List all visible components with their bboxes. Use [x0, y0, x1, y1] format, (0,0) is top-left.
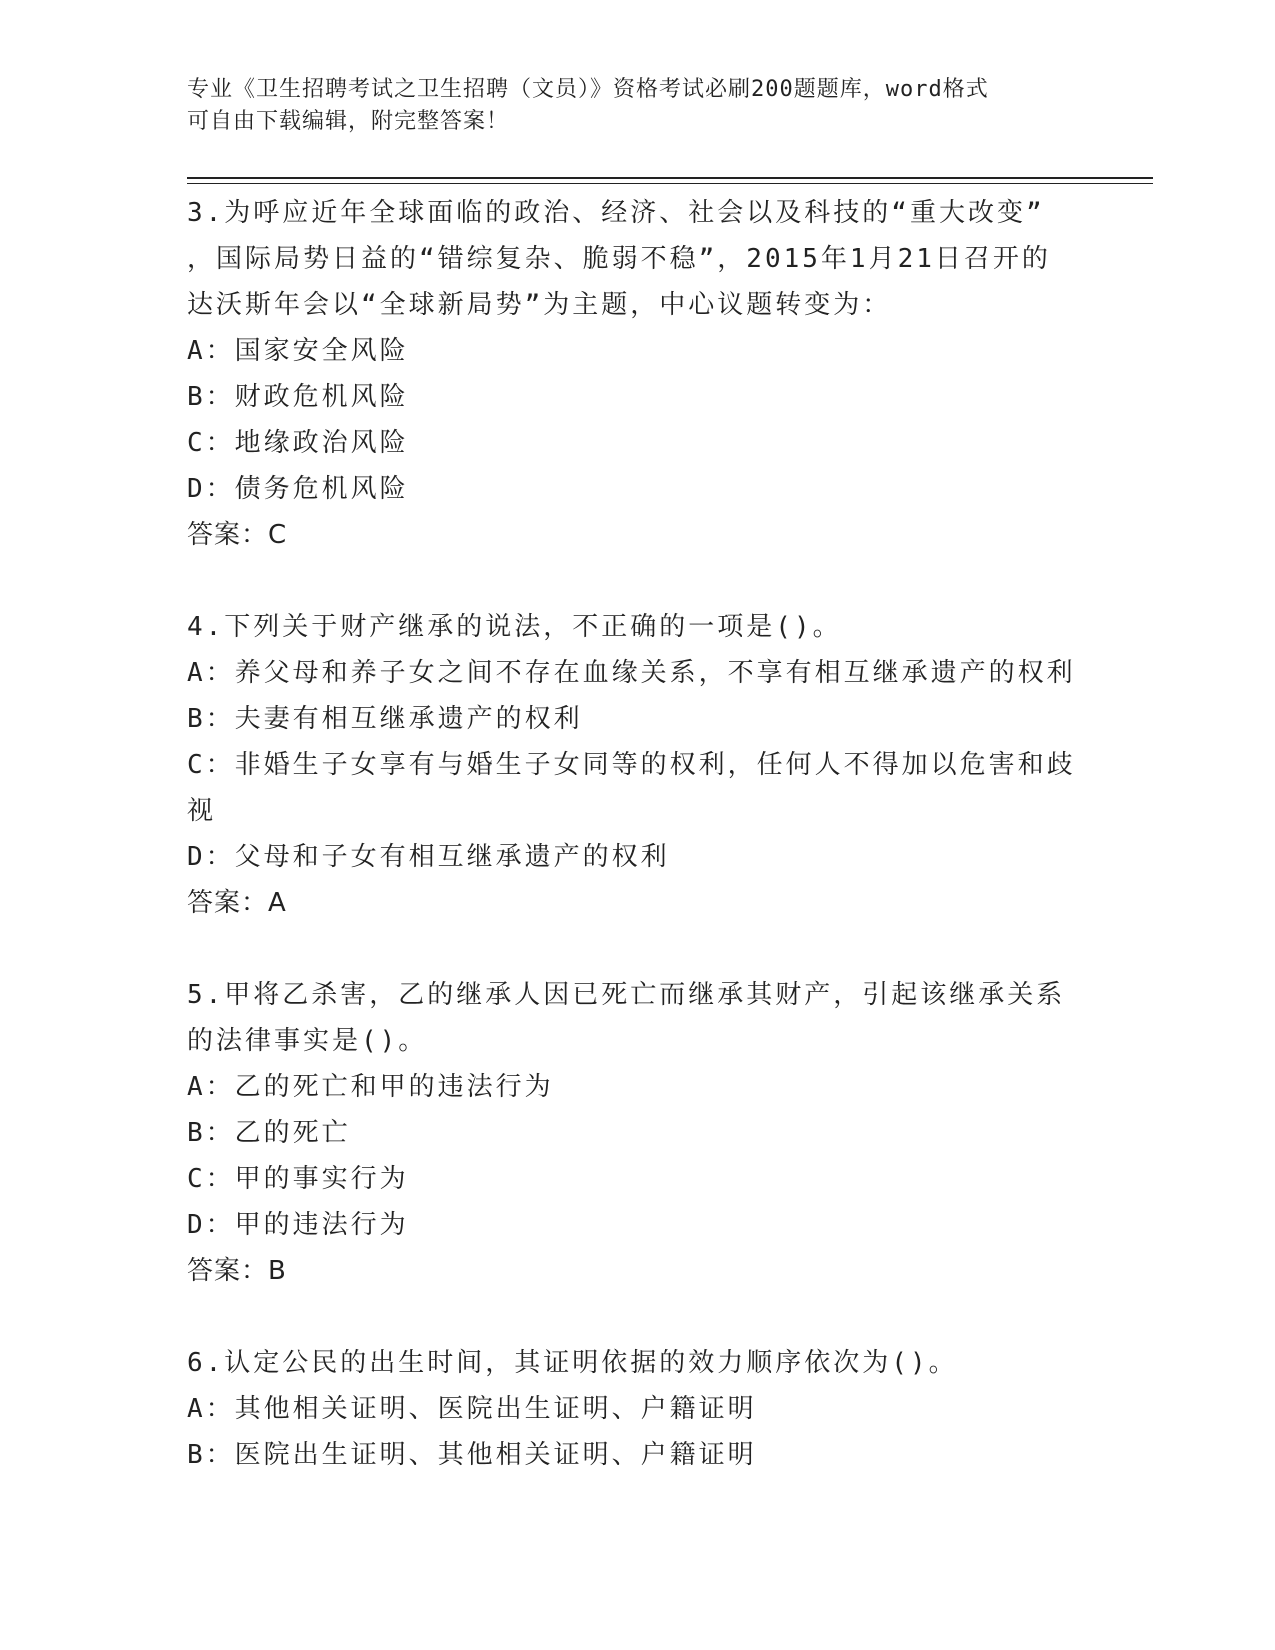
answer-line: 答案：A — [187, 888, 287, 918]
option-b: B：医院出生证明、其他相关证明、户籍证明 — [187, 1440, 757, 1470]
question-stem-line: 达沃斯年会以“全球新局势”为主题，中心议题转变为： — [187, 290, 892, 320]
header-line-2: 可自由下载编辑，附完整答案！ — [187, 109, 510, 134]
answer-line: 答案：B — [187, 1256, 287, 1286]
question-stem-line: 6.认定公民的出生时间，其证明依据的效力顺序依次为()。 — [187, 1348, 958, 1378]
question-4 — [187, 604, 1077, 926]
question-stem-line: ，国际局势日益的“错综复杂、脆弱不稳”，2015年1月21日召开的 — [187, 244, 1051, 274]
header-line-1: 专业《卫生招聘考试之卫生招聘（文员）》资格考试必刷200题题库，word格式 — [187, 77, 989, 102]
option-a: A：养父母和养子女之间不存在血缘关系，不享有相互继承遗产的权利 — [187, 658, 1076, 688]
option-b: B：夫妻有相互继承遗产的权利 — [187, 704, 583, 734]
header-divider-thin — [187, 183, 1153, 184]
document-header — [187, 74, 1067, 138]
question-stem-line: 3.为呼应近年全球面临的政治、经济、社会以及科技的“重大改变” — [187, 198, 1045, 228]
question-stem-line: 5.甲将乙杀害，乙的继承人因已死亡而继承其财产，引起该继承关系 — [187, 980, 1066, 1010]
option-c: C：非婚生子女享有与婚生子女同等的权利，任何人不得加以危害和歧 — [187, 750, 1076, 780]
header-divider-thick — [187, 177, 1153, 179]
question-6 — [187, 1340, 1077, 1478]
answer-line: 答案：C — [187, 520, 288, 550]
question-5 — [187, 972, 1077, 1294]
option-a: A：其他相关证明、医院出生证明、户籍证明 — [187, 1394, 757, 1424]
option-d: D：债务危机风险 — [187, 474, 409, 504]
question-stem-line: 4.下列关于财产继承的说法，不正确的一项是()。 — [187, 612, 842, 642]
option-a: A：乙的死亡和甲的违法行为 — [187, 1072, 554, 1102]
question-stem-line: 的法律事实是()。 — [187, 1026, 428, 1056]
option-d: D：甲的违法行为 — [187, 1210, 409, 1240]
option-b: B：财政危机风险 — [187, 382, 409, 412]
option-c-continued: 视 — [187, 796, 217, 826]
option-b: B：乙的死亡 — [187, 1118, 351, 1148]
option-c: C：地缘政治风险 — [187, 428, 409, 458]
option-c: C：甲的事实行为 — [187, 1164, 409, 1194]
question-list — [187, 190, 1077, 1478]
question-3 — [187, 190, 1077, 558]
option-d: D：父母和子女有相互继承遗产的权利 — [187, 842, 670, 872]
option-a: A：国家安全风险 — [187, 336, 409, 366]
